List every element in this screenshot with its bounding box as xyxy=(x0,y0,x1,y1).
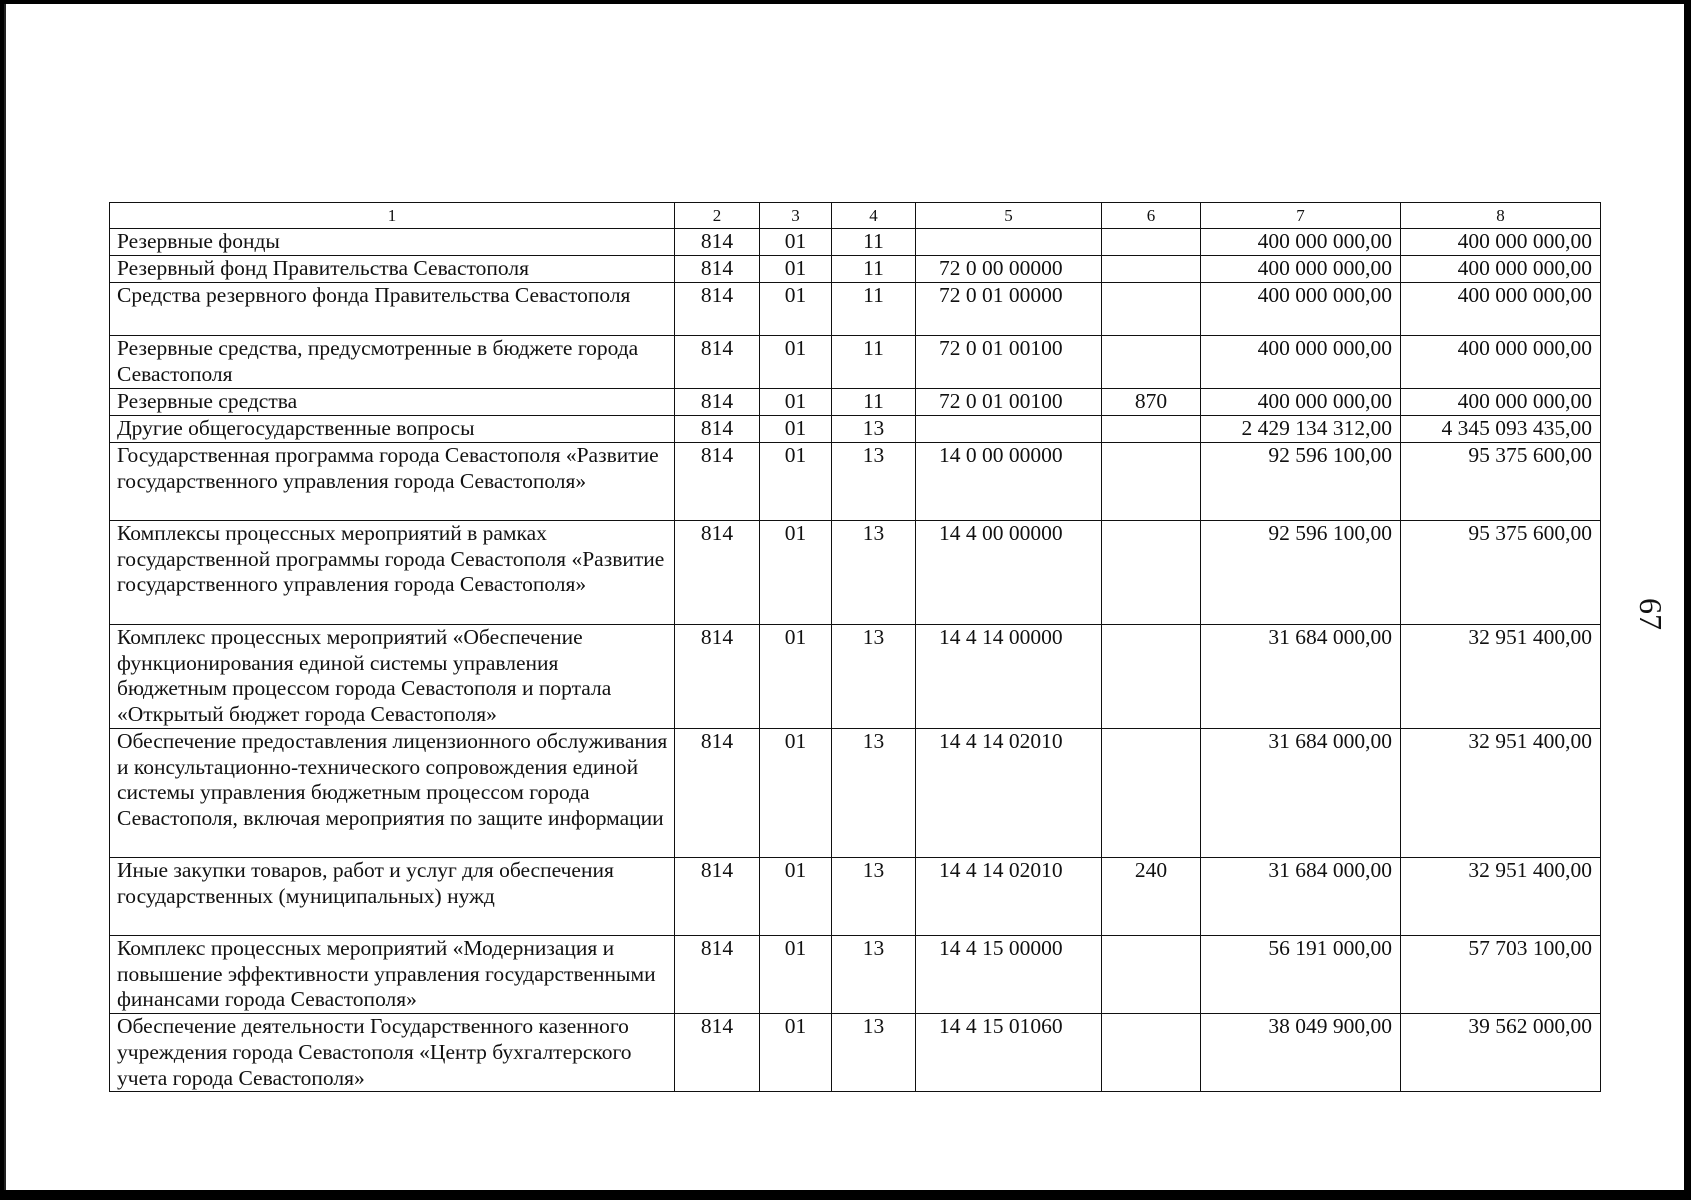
expense-type-cell xyxy=(1102,256,1201,283)
table-row xyxy=(110,256,1601,283)
amount-year2-cell: 4 345 093 435,00 xyxy=(1401,416,1601,443)
document-page xyxy=(4,4,1684,1190)
amount-year2-cell: 400 000 000,00 xyxy=(1401,389,1601,416)
target-article-cell: 14 0 00 00000 xyxy=(916,443,1102,521)
section-code-cell: 01 xyxy=(760,256,832,283)
target-article-cell: 14 4 00 00000 xyxy=(916,521,1102,625)
ministry-code-cell: 814 xyxy=(675,858,760,936)
target-article-cell xyxy=(916,416,1102,443)
ministry-code-cell: 814 xyxy=(675,729,760,858)
amount-year2-cell: 32 951 400,00 xyxy=(1401,858,1601,936)
section-code-cell: 01 xyxy=(760,416,832,443)
row-name-cell: Средства резервного фонда Правительства Севастополя xyxy=(110,283,675,336)
expense-type-cell xyxy=(1102,936,1201,1014)
ministry-code-cell: 814 xyxy=(675,256,760,283)
target-article-cell: 14 4 15 00000 xyxy=(916,936,1102,1014)
subsection-code-cell: 13 xyxy=(832,936,916,1014)
ministry-code-cell: 814 xyxy=(675,521,760,625)
column-header: 2 xyxy=(675,203,760,229)
amount-year2-cell: 400 000 000,00 xyxy=(1401,256,1601,283)
amount-year2-cell: 95 375 600,00 xyxy=(1401,521,1601,625)
table-row xyxy=(110,416,1601,443)
row-name-cell: Комплексы процессных мероприятий в рамках государственной программы города Севастополя «Развитие государственного управления города Севастополя» xyxy=(110,521,675,625)
amount-year1-cell: 400 000 000,00 xyxy=(1201,256,1401,283)
section-code-cell: 01 xyxy=(760,229,832,256)
expense-type-cell xyxy=(1102,416,1201,443)
target-article-cell: 14 4 14 02010 xyxy=(916,729,1102,858)
amount-year2-cell: 95 375 600,00 xyxy=(1401,443,1601,521)
amount-year1-cell: 31 684 000,00 xyxy=(1201,729,1401,858)
section-code-cell: 01 xyxy=(760,1014,832,1092)
amount-year2-cell: 400 000 000,00 xyxy=(1401,336,1601,389)
table-row xyxy=(110,858,1601,936)
page-number: 67 xyxy=(1633,598,1669,630)
target-article-cell: 72 0 01 00100 xyxy=(916,389,1102,416)
ministry-code-cell: 814 xyxy=(675,283,760,336)
amount-year1-cell: 400 000 000,00 xyxy=(1201,229,1401,256)
amount-year2-cell: 400 000 000,00 xyxy=(1401,283,1601,336)
row-name-cell: Резервный фонд Правительства Севастополя xyxy=(110,256,675,283)
subsection-code-cell: 13 xyxy=(832,443,916,521)
table-row xyxy=(110,336,1601,389)
ministry-code-cell: 814 xyxy=(675,443,760,521)
amount-year2-cell: 57 703 100,00 xyxy=(1401,936,1601,1014)
table-row xyxy=(110,389,1601,416)
table-row xyxy=(110,229,1601,256)
subsection-code-cell: 13 xyxy=(832,729,916,858)
target-article-cell: 14 4 15 01060 xyxy=(916,1014,1102,1092)
table-row xyxy=(110,729,1601,858)
target-article-cell: 72 0 01 00100 xyxy=(916,336,1102,389)
column-header: 3 xyxy=(760,203,832,229)
row-name-cell: Резервные фонды xyxy=(110,229,675,256)
subsection-code-cell: 13 xyxy=(832,858,916,936)
subsection-code-cell: 13 xyxy=(832,625,916,729)
amount-year2-cell: 32 951 400,00 xyxy=(1401,729,1601,858)
amount-year2-cell: 39 562 000,00 xyxy=(1401,1014,1601,1092)
amount-year1-cell: 92 596 100,00 xyxy=(1201,521,1401,625)
section-code-cell: 01 xyxy=(760,283,832,336)
section-code-cell: 01 xyxy=(760,625,832,729)
column-header: 8 xyxy=(1401,203,1601,229)
row-name-cell: Государственная программа города Севастополя «Развитие государственного управления города Севастополя» xyxy=(110,443,675,521)
table-row xyxy=(110,936,1601,1014)
ministry-code-cell: 814 xyxy=(675,389,760,416)
table-row xyxy=(110,521,1601,625)
expense-type-cell xyxy=(1102,729,1201,858)
expense-type-cell: 240 xyxy=(1102,858,1201,936)
column-header: 6 xyxy=(1102,203,1201,229)
ministry-code-cell: 814 xyxy=(675,936,760,1014)
table-body xyxy=(110,229,1601,1092)
row-name-cell: Резервные средства, предусмотренные в бюджете города Севастополя xyxy=(110,336,675,389)
ministry-code-cell: 814 xyxy=(675,416,760,443)
section-code-cell: 01 xyxy=(760,729,832,858)
target-article-cell: 14 4 14 02010 xyxy=(916,858,1102,936)
table-row xyxy=(110,625,1601,729)
section-code-cell: 01 xyxy=(760,443,832,521)
amount-year1-cell: 92 596 100,00 xyxy=(1201,443,1401,521)
row-name-cell: Резервные средства xyxy=(110,389,675,416)
section-code-cell: 01 xyxy=(760,858,832,936)
amount-year1-cell: 31 684 000,00 xyxy=(1201,625,1401,729)
budget-table xyxy=(109,202,1601,1092)
section-code-cell: 01 xyxy=(760,521,832,625)
target-article-cell xyxy=(916,229,1102,256)
target-article-cell: 72 0 00 00000 xyxy=(916,256,1102,283)
amount-year2-cell: 400 000 000,00 xyxy=(1401,229,1601,256)
amount-year1-cell: 56 191 000,00 xyxy=(1201,936,1401,1014)
target-article-cell: 14 4 14 00000 xyxy=(916,625,1102,729)
amount-year1-cell: 38 049 900,00 xyxy=(1201,1014,1401,1092)
column-header: 4 xyxy=(832,203,916,229)
column-header: 5 xyxy=(916,203,1102,229)
row-name-cell: Другие общегосударственные вопросы xyxy=(110,416,675,443)
expense-type-cell xyxy=(1102,1014,1201,1092)
target-article-cell: 72 0 01 00000 xyxy=(916,283,1102,336)
column-header: 1 xyxy=(110,203,675,229)
subsection-code-cell: 11 xyxy=(832,389,916,416)
section-code-cell: 01 xyxy=(760,336,832,389)
subsection-code-cell: 11 xyxy=(832,229,916,256)
expense-type-cell xyxy=(1102,336,1201,389)
subsection-code-cell: 13 xyxy=(832,416,916,443)
amount-year2-cell: 32 951 400,00 xyxy=(1401,625,1601,729)
table-row xyxy=(110,1014,1601,1092)
ministry-code-cell: 814 xyxy=(675,229,760,256)
section-code-cell: 01 xyxy=(760,936,832,1014)
ministry-code-cell: 814 xyxy=(675,625,760,729)
amount-year1-cell: 400 000 000,00 xyxy=(1201,389,1401,416)
header-row xyxy=(110,203,1601,229)
expense-type-cell xyxy=(1102,625,1201,729)
ministry-code-cell: 814 xyxy=(675,1014,760,1092)
table-row xyxy=(110,443,1601,521)
row-name-cell: Иные закупки товаров, работ и услуг для обеспечения государственных (муниципальных) нужд xyxy=(110,858,675,936)
row-name-cell: Комплекс процессных мероприятий «Модернизация и повышение эффективности управления государственными финансами города Севастополя» xyxy=(110,936,675,1014)
subsection-code-cell: 11 xyxy=(832,283,916,336)
subsection-code-cell: 11 xyxy=(832,256,916,283)
expense-type-cell xyxy=(1102,283,1201,336)
amount-year1-cell: 400 000 000,00 xyxy=(1201,283,1401,336)
row-name-cell: Обеспечение деятельности Государственного казенного учреждения города Севастополя «Центр бухгалтерского учета города Севастополя» xyxy=(110,1014,675,1092)
section-code-cell: 01 xyxy=(760,389,832,416)
expense-type-cell xyxy=(1102,443,1201,521)
ministry-code-cell: 814 xyxy=(675,336,760,389)
column-header: 7 xyxy=(1201,203,1401,229)
table-row xyxy=(110,283,1601,336)
expense-type-cell: 870 xyxy=(1102,389,1201,416)
subsection-code-cell: 11 xyxy=(832,336,916,389)
row-name-cell: Обеспечение предоставления лицензионного обслуживания и консультационно-технического сопровождения единой системы управления бюджетным процессом города Севастополя, включая мероприятия по защите информации xyxy=(110,729,675,858)
amount-year1-cell: 2 429 134 312,00 xyxy=(1201,416,1401,443)
amount-year1-cell: 400 000 000,00 xyxy=(1201,336,1401,389)
expense-type-cell xyxy=(1102,521,1201,625)
row-name-cell: Комплекс процессных мероприятий «Обеспечение функционирования единой системы управления бюджетным процессом города Севастополя и портала «Открытый бюджет города Севастополя» xyxy=(110,625,675,729)
subsection-code-cell: 13 xyxy=(832,521,916,625)
expense-type-cell xyxy=(1102,229,1201,256)
amount-year1-cell: 31 684 000,00 xyxy=(1201,858,1401,936)
subsection-code-cell: 13 xyxy=(832,1014,916,1092)
